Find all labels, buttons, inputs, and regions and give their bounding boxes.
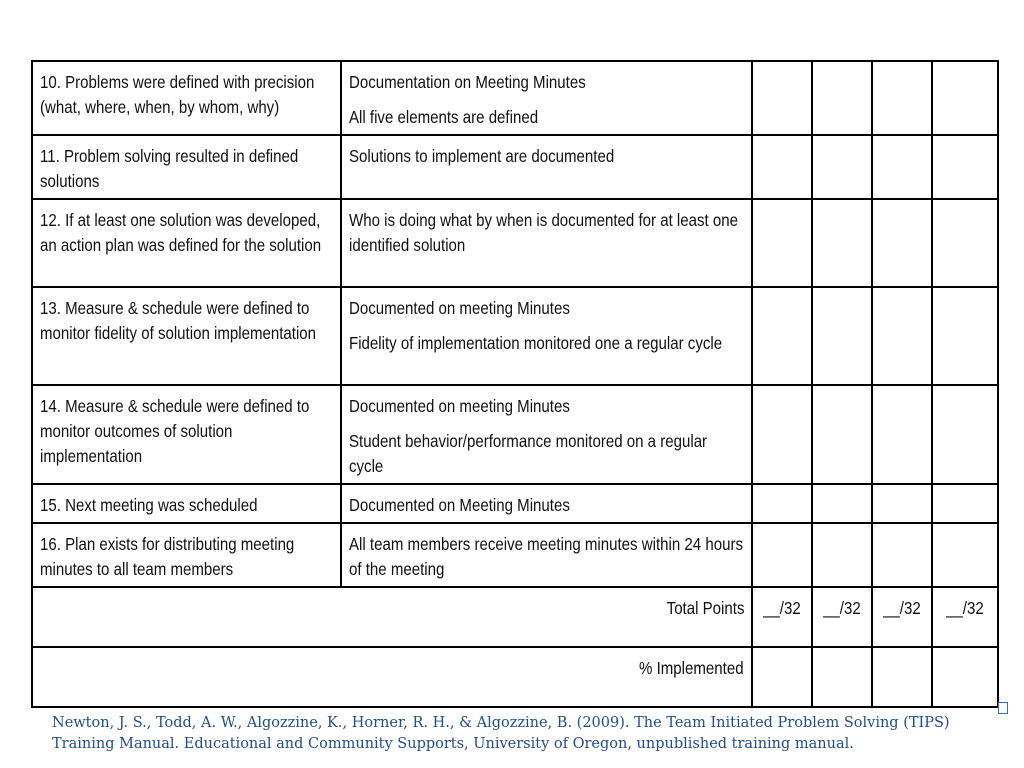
item-cell [32, 199, 341, 287]
criteria-cell [341, 61, 752, 135]
score-cell[interactable] [752, 385, 812, 484]
score-cell[interactable] [752, 61, 812, 135]
score-cell[interactable] [872, 523, 932, 587]
score-cell[interactable] [872, 484, 932, 523]
percent-cell[interactable] [932, 647, 998, 707]
score-cell[interactable] [812, 385, 872, 484]
score-cell[interactable] [932, 523, 998, 587]
total-points-label: Total Points [666, 598, 744, 618]
percent-cell[interactable] [812, 647, 872, 707]
item-cell [32, 385, 341, 484]
table-row [32, 199, 998, 287]
percent-cell[interactable] [752, 647, 812, 707]
criteria-text: Solutions to implement are documented [349, 146, 615, 166]
criteria-text: Documented on Meeting Minutes [349, 495, 570, 515]
total-score-cell[interactable] [812, 587, 872, 647]
total-points-label-cell [32, 587, 752, 647]
item-cell [32, 484, 341, 523]
score-cell[interactable] [812, 61, 872, 135]
item-text: 14. Measure & schedule were defined to monitor outcomes of solution implementation [40, 396, 310, 466]
score-cell[interactable] [932, 484, 998, 523]
criteria-text: Student behavior/performance monitored on a regular cycle [349, 431, 708, 476]
percent-implemented-label: % Implemented [639, 658, 744, 678]
criteria-text: Documentation on Meeting Minutes [349, 72, 586, 92]
score-cell[interactable] [872, 135, 932, 199]
score-cell[interactable] [752, 135, 812, 199]
score-cell[interactable] [812, 135, 872, 199]
item-cell [32, 287, 341, 385]
criteria-text: All team members receive meeting minutes within 24 hours of the meeting [349, 534, 743, 579]
score-cell[interactable] [872, 61, 932, 135]
table-row [32, 385, 998, 484]
criteria-cell [341, 385, 752, 484]
score-cell[interactable] [752, 199, 812, 287]
citation-text: Newton, J. S., Todd, A. W., Algozzine, K., Horner, R. H., & Algozzine, B. (2009). The Team Initiated Problem Solving (TIPS) Training Manual. Educational and Community Supports, University of Oregon, unpublished training manual. [52, 715, 950, 752]
total-score-cell[interactable] [932, 587, 998, 647]
item-cell [32, 135, 341, 199]
criteria-text: Fidelity of implementation monitored one a regular cycle [349, 333, 723, 353]
score-cell[interactable] [872, 287, 932, 385]
criteria-text: Documented on meeting Minutes [349, 298, 570, 318]
item-text: 13. Measure & schedule were defined to monitor fidelity of solution implementation [40, 298, 317, 343]
slide-handle[interactable] [998, 702, 1008, 714]
score-cell[interactable] [872, 385, 932, 484]
score-cell[interactable] [812, 523, 872, 587]
criteria-cell [341, 484, 752, 523]
total-score-cell[interactable] [872, 587, 932, 647]
percent-implemented-label-cell [32, 647, 752, 707]
item-text: 10. Problems were defined with precision (what, where, when, by whom, why) [40, 72, 315, 117]
criteria-cell [341, 199, 752, 287]
table-row [32, 484, 998, 523]
item-cell [32, 523, 341, 587]
table-row [32, 135, 998, 199]
table-row [32, 61, 998, 135]
item-cell [32, 61, 341, 135]
score-cell[interactable] [932, 199, 998, 287]
criteria-text: Documented on meeting Minutes [349, 396, 570, 416]
percent-implemented-row [32, 647, 998, 707]
total-points-row [32, 587, 998, 647]
score-cell[interactable] [932, 135, 998, 199]
criteria-cell [341, 523, 752, 587]
criteria-cell [341, 287, 752, 385]
score-cell[interactable] [932, 287, 998, 385]
item-text: 16. Plan exists for distributing meeting minutes to all team members [40, 534, 295, 579]
criteria-text: Who is doing what by when is documented for at least one identified solution [349, 210, 739, 255]
score-cell[interactable] [812, 484, 872, 523]
criteria-cell [341, 135, 752, 199]
checklist-table [31, 60, 999, 708]
score-cell[interactable] [752, 523, 812, 587]
total-score-value: __/32 [883, 598, 921, 618]
score-cell[interactable] [812, 199, 872, 287]
score-cell[interactable] [752, 484, 812, 523]
score-cell[interactable] [752, 287, 812, 385]
criteria-text: All five elements are defined [349, 107, 539, 127]
percent-cell[interactable] [872, 647, 932, 707]
table-row [32, 287, 998, 385]
total-score-cell[interactable] [752, 587, 812, 647]
tips-checklist-sheet [31, 60, 999, 708]
item-text: 12. If at least one solution was developed, an action plan was defined for the solution [40, 210, 322, 255]
score-cell[interactable] [812, 287, 872, 385]
item-text: 11. Problem solving resulted in defined solutions [40, 146, 299, 191]
score-cell[interactable] [872, 199, 932, 287]
total-score-value: __/32 [823, 598, 861, 618]
score-cell[interactable] [932, 61, 998, 135]
table-row [32, 523, 998, 587]
item-text: 15. Next meeting was scheduled [40, 495, 258, 515]
score-cell[interactable] [932, 385, 998, 484]
total-score-value: __/32 [946, 598, 984, 618]
total-score-value: __/32 [763, 598, 801, 618]
